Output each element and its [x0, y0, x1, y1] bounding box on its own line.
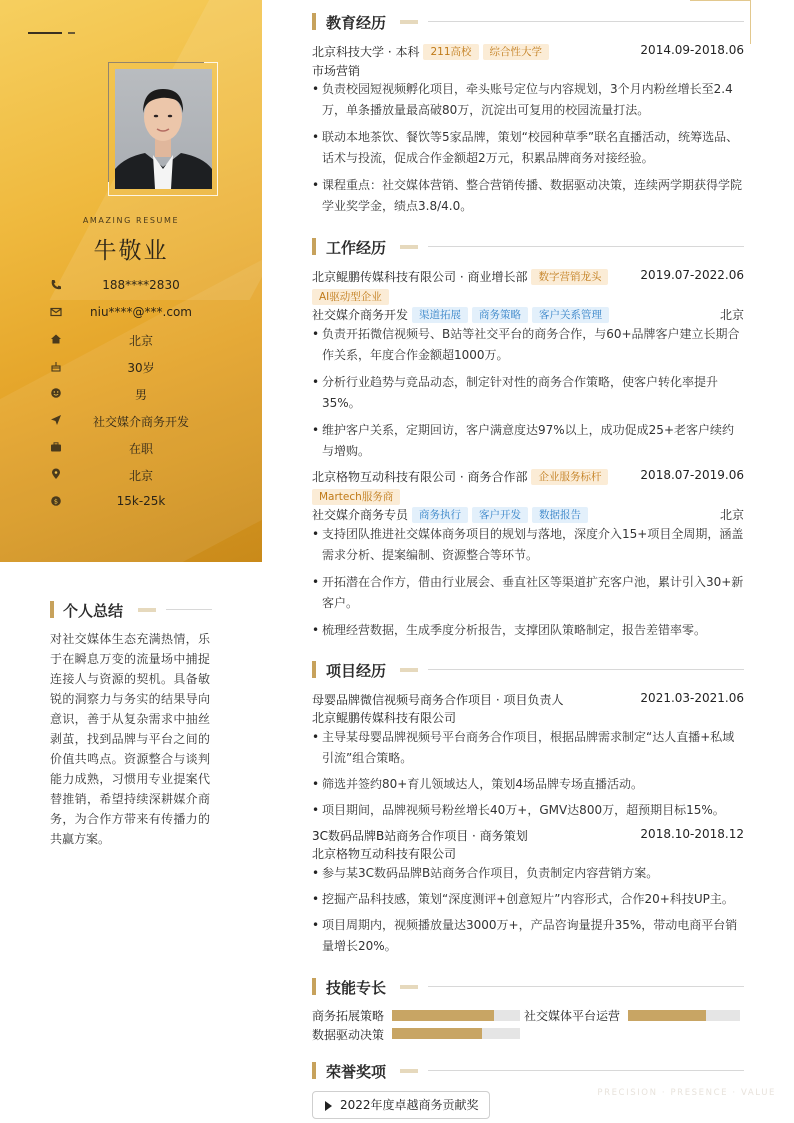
info-row-email — [0, 303, 262, 330]
info-row-home — [0, 330, 262, 357]
job-period: 2019.07-2022.06 — [640, 268, 744, 282]
home-city-text: 北京 — [128, 334, 153, 348]
job-bullet: • 支持团队推进社交媒体商务项目的规划与落地，深度介入15+项目全周期，涵盖需求分析、提案编制、资源整合等环节。 — [312, 524, 744, 566]
honors-section-header — [312, 1061, 752, 1081]
contact-info-list — [0, 276, 262, 519]
project-company: 北京鲲鹏传媒科技有限公司 — [312, 711, 457, 725]
info-row-phone — [0, 276, 262, 303]
skill-bar-fill — [392, 1010, 494, 1021]
job-header-row — [312, 268, 744, 285]
education-header-row — [312, 43, 744, 60]
skill-bar-fill — [628, 1010, 706, 1021]
education-bullet: • 负责校园短视频孵化项目，牵头账号定位与内容规划，3个月内粉丝增长至2.4万，单条播放量最高破80万，沉淀出可复用的校园流量打法。 — [312, 79, 744, 121]
email-text: niu****@***.com — [90, 305, 192, 319]
section-dash — [400, 1069, 418, 1073]
project-bullet: • 参与某3C数码品牌B站商务合作项目，负责制定内容营销方案。 — [312, 863, 744, 884]
company-tag-row — [312, 489, 744, 505]
skill-bar — [628, 1010, 740, 1021]
footer-motto: PRECISION · PRESENCE · VALUE — [597, 1088, 776, 1098]
decor-line — [28, 32, 62, 34]
job-bullet: • 开拓潜在合作方，借由行业展会、垂直社区等渠道扩充客户池，累计引入30+新客户。 — [312, 572, 744, 614]
project-period: 2018.10-2018.12 — [640, 827, 744, 841]
decor-line — [68, 32, 75, 34]
role-name: 社交媒介商务开发 — [312, 308, 409, 322]
school-tag: 211高校 — [423, 44, 478, 60]
skills-title: 技能专长 — [326, 979, 387, 997]
project-bullet: • 挖掘产品科技感，策划“深度测评+创意短片”内容形式，合作20+科技UP主。 — [312, 889, 744, 910]
summary-title: 个人总结 — [63, 602, 124, 620]
info-row-status — [0, 438, 262, 465]
section-rule — [166, 609, 212, 610]
play-icon — [325, 1101, 332, 1111]
svg-text:$: $ — [53, 497, 59, 506]
candidate-name: 牛敬业 — [93, 238, 169, 264]
section-rule — [428, 21, 744, 22]
section-accent-bar — [312, 1062, 316, 1079]
project-header-row — [312, 691, 744, 708]
section-rule — [428, 669, 744, 670]
project-period: 2021.03-2021.06 — [640, 691, 744, 705]
section-accent-bar — [50, 601, 54, 618]
company-name: 北京格物互动科技有限公司 · 商务合作部 — [312, 470, 528, 484]
phone-text: 188****2830 — [102, 278, 180, 292]
project-company-row — [312, 709, 744, 726]
summary-section-header — [50, 600, 220, 620]
section-dash — [400, 668, 418, 672]
skill-bar — [392, 1010, 520, 1021]
project-company-row — [312, 845, 744, 862]
major-name: 市场营销 — [312, 64, 361, 78]
role-row — [312, 306, 744, 323]
section-dash — [400, 20, 418, 24]
work-section-header — [312, 237, 752, 257]
project-bullet: • 项目期间，品牌视频号粉丝增长40万+，GMV达800万，超预期目标15%。 — [312, 800, 744, 821]
corner-decor — [690, 0, 750, 1]
age-text: 30岁 — [127, 361, 155, 375]
role-tag: 数据报告 — [532, 507, 588, 523]
honor-item-button[interactable] — [312, 1091, 490, 1119]
target-position-text: 社交媒介商务开发 — [92, 415, 189, 429]
projects-title: 项目经历 — [326, 662, 387, 680]
major-row — [312, 62, 744, 79]
profile-panel — [0, 0, 262, 562]
role-tag: 渠道拓展 — [412, 307, 468, 323]
section-rule — [428, 246, 744, 247]
school-tag: 综合性大学 — [483, 44, 550, 60]
company-tag: AI驱动型企业 — [312, 289, 389, 305]
job-bullet: • 梳理经营数据，生成季度分析报告，支撑团队策略制定，报告差错率零。 — [312, 620, 744, 641]
job-period: 2018.07-2019.06 — [640, 468, 744, 482]
section-rule — [428, 1070, 744, 1071]
gender-text: 男 — [134, 388, 147, 402]
job-header-row — [312, 468, 744, 485]
salary-text: 15k-25k — [116, 494, 166, 508]
job-bullet: • 维护客户关系，定期回访，客户满意度达97%以上，成功促成25+老客户续约与增购。 — [312, 420, 744, 462]
school-name: 北京科技大学 · 本科 — [312, 45, 420, 59]
company-tag: 数字营销龙头 — [531, 269, 608, 285]
job-bullet: • 分析行业趋势与竞品动态，制定针对性的商务合作策略，使客户转化率提升35%。 — [312, 372, 744, 414]
info-row-gender — [0, 384, 262, 411]
project-name: 母婴品牌微信视频号商务合作项目 · 项目负责人 — [312, 693, 564, 707]
honors-title: 荣誉奖项 — [326, 1063, 387, 1081]
education-period: 2014.09-2018.06 — [640, 43, 744, 57]
section-accent-bar — [312, 13, 316, 30]
education-bullet: • 课程重点：社交媒体营销、整合营销传播、数据驱动决策，连续两学期获得学院学业奖学金，绩点3.8/4.0。 — [312, 175, 744, 217]
role-name: 社交媒介商务专员 — [312, 508, 409, 522]
section-rule — [428, 986, 744, 987]
section-dash — [400, 985, 418, 989]
role-row — [312, 506, 744, 523]
education-title: 教育经历 — [326, 14, 387, 32]
section-accent-bar — [312, 238, 316, 255]
project-bullet: • 项目周期内，视频播放量达3000万+，产品咨询量提升35%，带动电商平台销量增长20%。 — [312, 915, 744, 957]
info-row-salary — [0, 492, 262, 519]
company-tag-row — [312, 289, 744, 305]
section-dash — [138, 608, 156, 612]
info-row-location — [0, 465, 262, 492]
job-bullet: • 负责开拓微信视频号、B站等社交平台的商务合作，与60+品牌客户建立长期合作关系，年度合作金额超1000万。 — [312, 324, 744, 366]
education-bullet: • 联动本地茶饮、餐饮等5家品牌，策划“校园种草季”联名直播活动，统筹选品、话术与投流，促成合作金额超2万元，积累品牌商务对接经验。 — [312, 127, 744, 169]
desired-city-text: 北京 — [128, 469, 153, 483]
avatar-photo — [115, 69, 212, 189]
project-company: 北京格物互动科技有限公司 — [312, 847, 457, 861]
info-row-position — [0, 411, 262, 438]
work-title: 工作经历 — [326, 239, 387, 257]
project-bullet: • 筛选并签约80+育儿领域达人，策划4场品牌专场直播活动。 — [312, 774, 744, 795]
project-header-row — [312, 827, 744, 844]
avatar-portrait — [115, 69, 212, 189]
section-dash — [400, 245, 418, 249]
honor-item-label: 2022年度卓越商务贡献奖 — [340, 1098, 479, 1112]
skill-name: 数据驱动决策 — [312, 1028, 385, 1042]
job-city: 北京 — [719, 508, 744, 522]
job-status-text: 在职 — [128, 442, 153, 456]
company-tag: 企业服务标杆 — [531, 469, 608, 485]
projects-section-header — [312, 660, 752, 680]
project-bullet: • 主导某母婴品牌视频号平台商务合作项目，根据品牌需求制定“达人直播+私域引流”组合策略。 — [312, 727, 744, 769]
skill-name: 商务拓展策略 — [312, 1009, 385, 1023]
project-name: 3C数码品牌B站商务合作项目 · 商务策划 — [312, 829, 528, 843]
role-tag: 客户开发 — [472, 507, 528, 523]
section-accent-bar — [312, 978, 316, 995]
role-tag: 商务策略 — [472, 307, 528, 323]
role-tag: 客户关系管理 — [532, 307, 609, 323]
resume-eyebrow: AMAZING RESUME — [82, 216, 180, 225]
section-accent-bar — [312, 661, 316, 678]
education-section-header — [312, 12, 752, 32]
job-city: 北京 — [719, 308, 744, 322]
skill-bar — [392, 1028, 520, 1039]
skill-bar-fill — [392, 1028, 482, 1039]
role-tag: 商务执行 — [412, 507, 468, 523]
info-row-age — [0, 357, 262, 384]
skills-section-header — [312, 977, 752, 997]
skill-name: 社交媒体平台运营 — [524, 1009, 621, 1023]
company-tag: Martech服务商 — [312, 489, 400, 505]
company-name: 北京鲲鹏传媒科技有限公司 · 商业增长部 — [312, 270, 528, 284]
summary-text: 对社交媒体生态充满热情，乐于在瞬息万变的流量场中捕捉连接人与资源的契机。具备敏锐的洞察力与务实的结果导向意识，善于从复杂需求中抽丝剥茧，找到品牌与平台之间的价值共鸣点。资源整合与谈判能力成熟，习惯用专业提案代替推销，希望持续深耕媒介商务，为合作方带来有传播力的共赢方案。 — [50, 632, 210, 846]
